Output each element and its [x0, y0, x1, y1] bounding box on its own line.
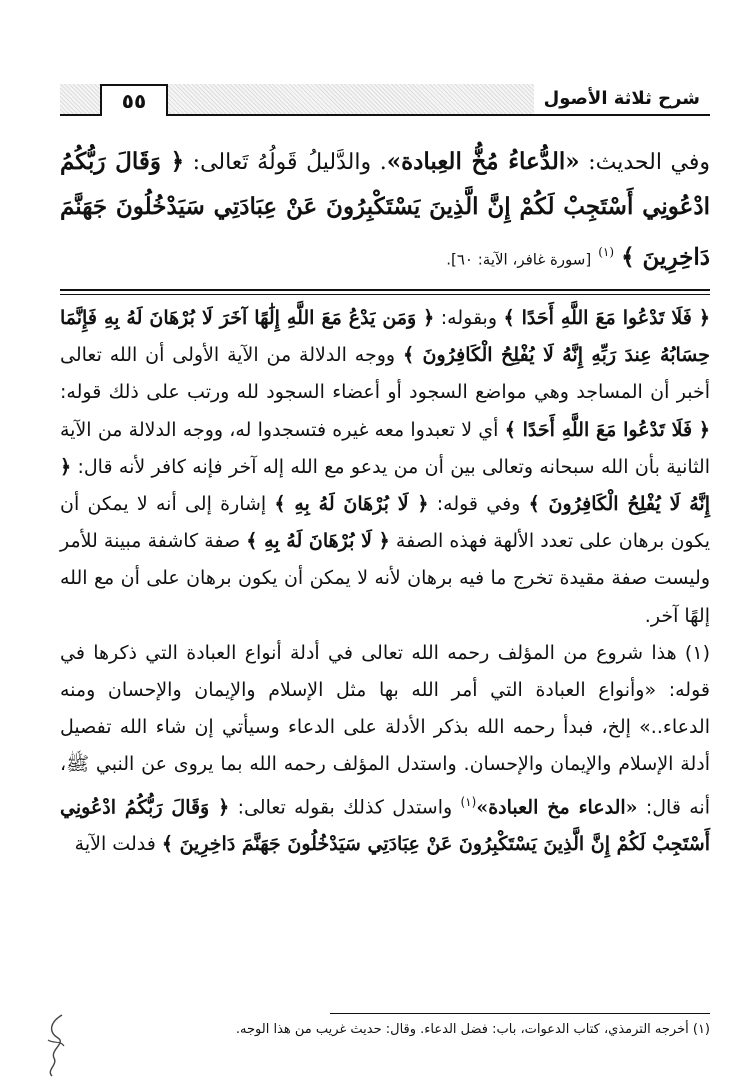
verse-quote: ﴿ فَلَا تَدْعُوا مَعَ اللَّهِ أَحَدًا ﴾ [503, 307, 710, 329]
hadith-quote: «الدعاء مخ العبادة» [476, 795, 638, 818]
verse-reference: [سورة غافر، الآية: ٦٠]. [446, 250, 592, 269]
book-title: شرح ثلاثة الأصول [534, 84, 710, 114]
commentary-text: صفة كاشفة مبينة للأمر وليست صفة مقيدة تخرج ما فيه برهان لأنه لا يمكن أن يكون برهان على أن مع الله إلهًا آخر. [60, 530, 710, 627]
main-text [60, 140, 710, 281]
commentary [60, 300, 710, 863]
verse-quote: ﴿ لَا بُرْهَانَ لَهُ بِهِ ﴾ [274, 493, 429, 516]
commentary-paragraph-1 [60, 300, 710, 635]
commentary-text: ووجه الدلالة من الآية الأولى أن الله تعالى أخبر أن المساجد وهي مواضع السجود أو أعضاء السجود لله ورتب على ذلك قوله: [60, 344, 710, 404]
commentary-text: فدلت الآية [74, 833, 162, 856]
main-paragraph [60, 140, 710, 281]
main-prefix: وفي الحديث: [579, 150, 711, 175]
verse-quote: ﴿ وَقَالَ رَبُّكُمُ ادْعُونِي أَسْتَجِبْ لَكُمْ إِنَّ الَّذِينَ يَسْتَكْبِرُونَ عَنْ عِبَادَتِي سَيَدْخُلُونَ جَهَنَّمَ دَاخِرِينَ ﴾ [60, 795, 710, 856]
footnote: (١) أخرجه الترمذي، كتاب الدعوات، باب: فضل الدعاء. وقال: حديث غريب من هذا الوجه. [235, 1022, 710, 1037]
separator-rule-thin [60, 294, 710, 295]
commentary-text: إشارة إلى أنه لا يمكن أن يكون برهان على تعدد الألهة فهذه الصفة [60, 493, 710, 553]
main-suffix: . والدَّليلُ قَولُهُ تَعالى: [192, 150, 387, 175]
verse-quote: ﴿ فَلَا تَدْعُوا مَعَ اللَّهِ أَحَدًا ﴾ [504, 418, 710, 441]
commentary-text: واستدل كذلك بقوله تعالى: [229, 795, 461, 818]
verse-quote: ﴿ لَا بُرْهَانَ لَهُ بِهِ ﴾ [246, 530, 390, 553]
page-number: ٥٥ [100, 84, 168, 116]
commentary-text: أي لا تعبدوا معه غيره فتسجدوا له، ووجه الدلالة من الآية الثانية بأن الله سبحانه وتعالى بين أن من يدعو مع الله إله آخر فإنه كافر لأنه قال: [60, 418, 710, 478]
separator-rule-thick [60, 289, 710, 291]
handwritten-signature [40, 1010, 70, 1080]
commentary-text: (١) هذا شروع من المؤلف رحمه الله تعالى في أدلة أنواع العبادة التي ذكرها في قوله: «وأنواع العبادة التي أمر الله بها مثل الإسلام والإيمان والإحسان ومنه الدعاء..» إلخ، فبدأ رحمه الله بذكر الأدلة على الدعاء وسيأتي إن شاء الله تفصيل أدلة الإسلام والإيمان والإحسان. واستدل المؤلف رحمه الله بما يروى عن النبي ﷺ، أنه قال: [60, 641, 710, 818]
verse-quote: ﴿ وَمَن يَدْعُ مَعَ اللَّهِ إِلَٰهًا آخَرَ لَا بُرْهَانَ لَهُ بِهِ فَإِنَّمَا حِسَابُهُ عِندَ رَبِّهِ إِنَّهُ لَا يُفْلِحُ الْكَافِرُونَ ﴾ [60, 307, 710, 367]
verse-footnote-mark: (١) [598, 245, 615, 259]
main-hadith: «الدُّعاءُ مُخُّ العِبادة» [386, 148, 580, 175]
commentary-text: وفي قوله: [428, 493, 529, 516]
main-verse: ﴿ وَقَالَ رَبُّكُمُ ادْعُونِي أَسْتَجِبْ لَكُمْ إِنَّ الَّذِينَ يَسْتَكْبِرُونَ عَنْ عِبَادَتِي سَيَدْخُلُونَ جَهَنَّمَ دَاخِرِينَ ﴾ [60, 148, 710, 271]
footnote-rule [330, 1013, 710, 1014]
verse-quote: ﴿ إِنَّهُ لَا يُفْلِحُ الْكَافِرُونَ ﴾ [60, 455, 710, 516]
commentary-text: وبقوله: [434, 307, 504, 329]
footnote-mark: (١) [460, 794, 477, 809]
commentary-paragraph-2 [60, 635, 710, 864]
